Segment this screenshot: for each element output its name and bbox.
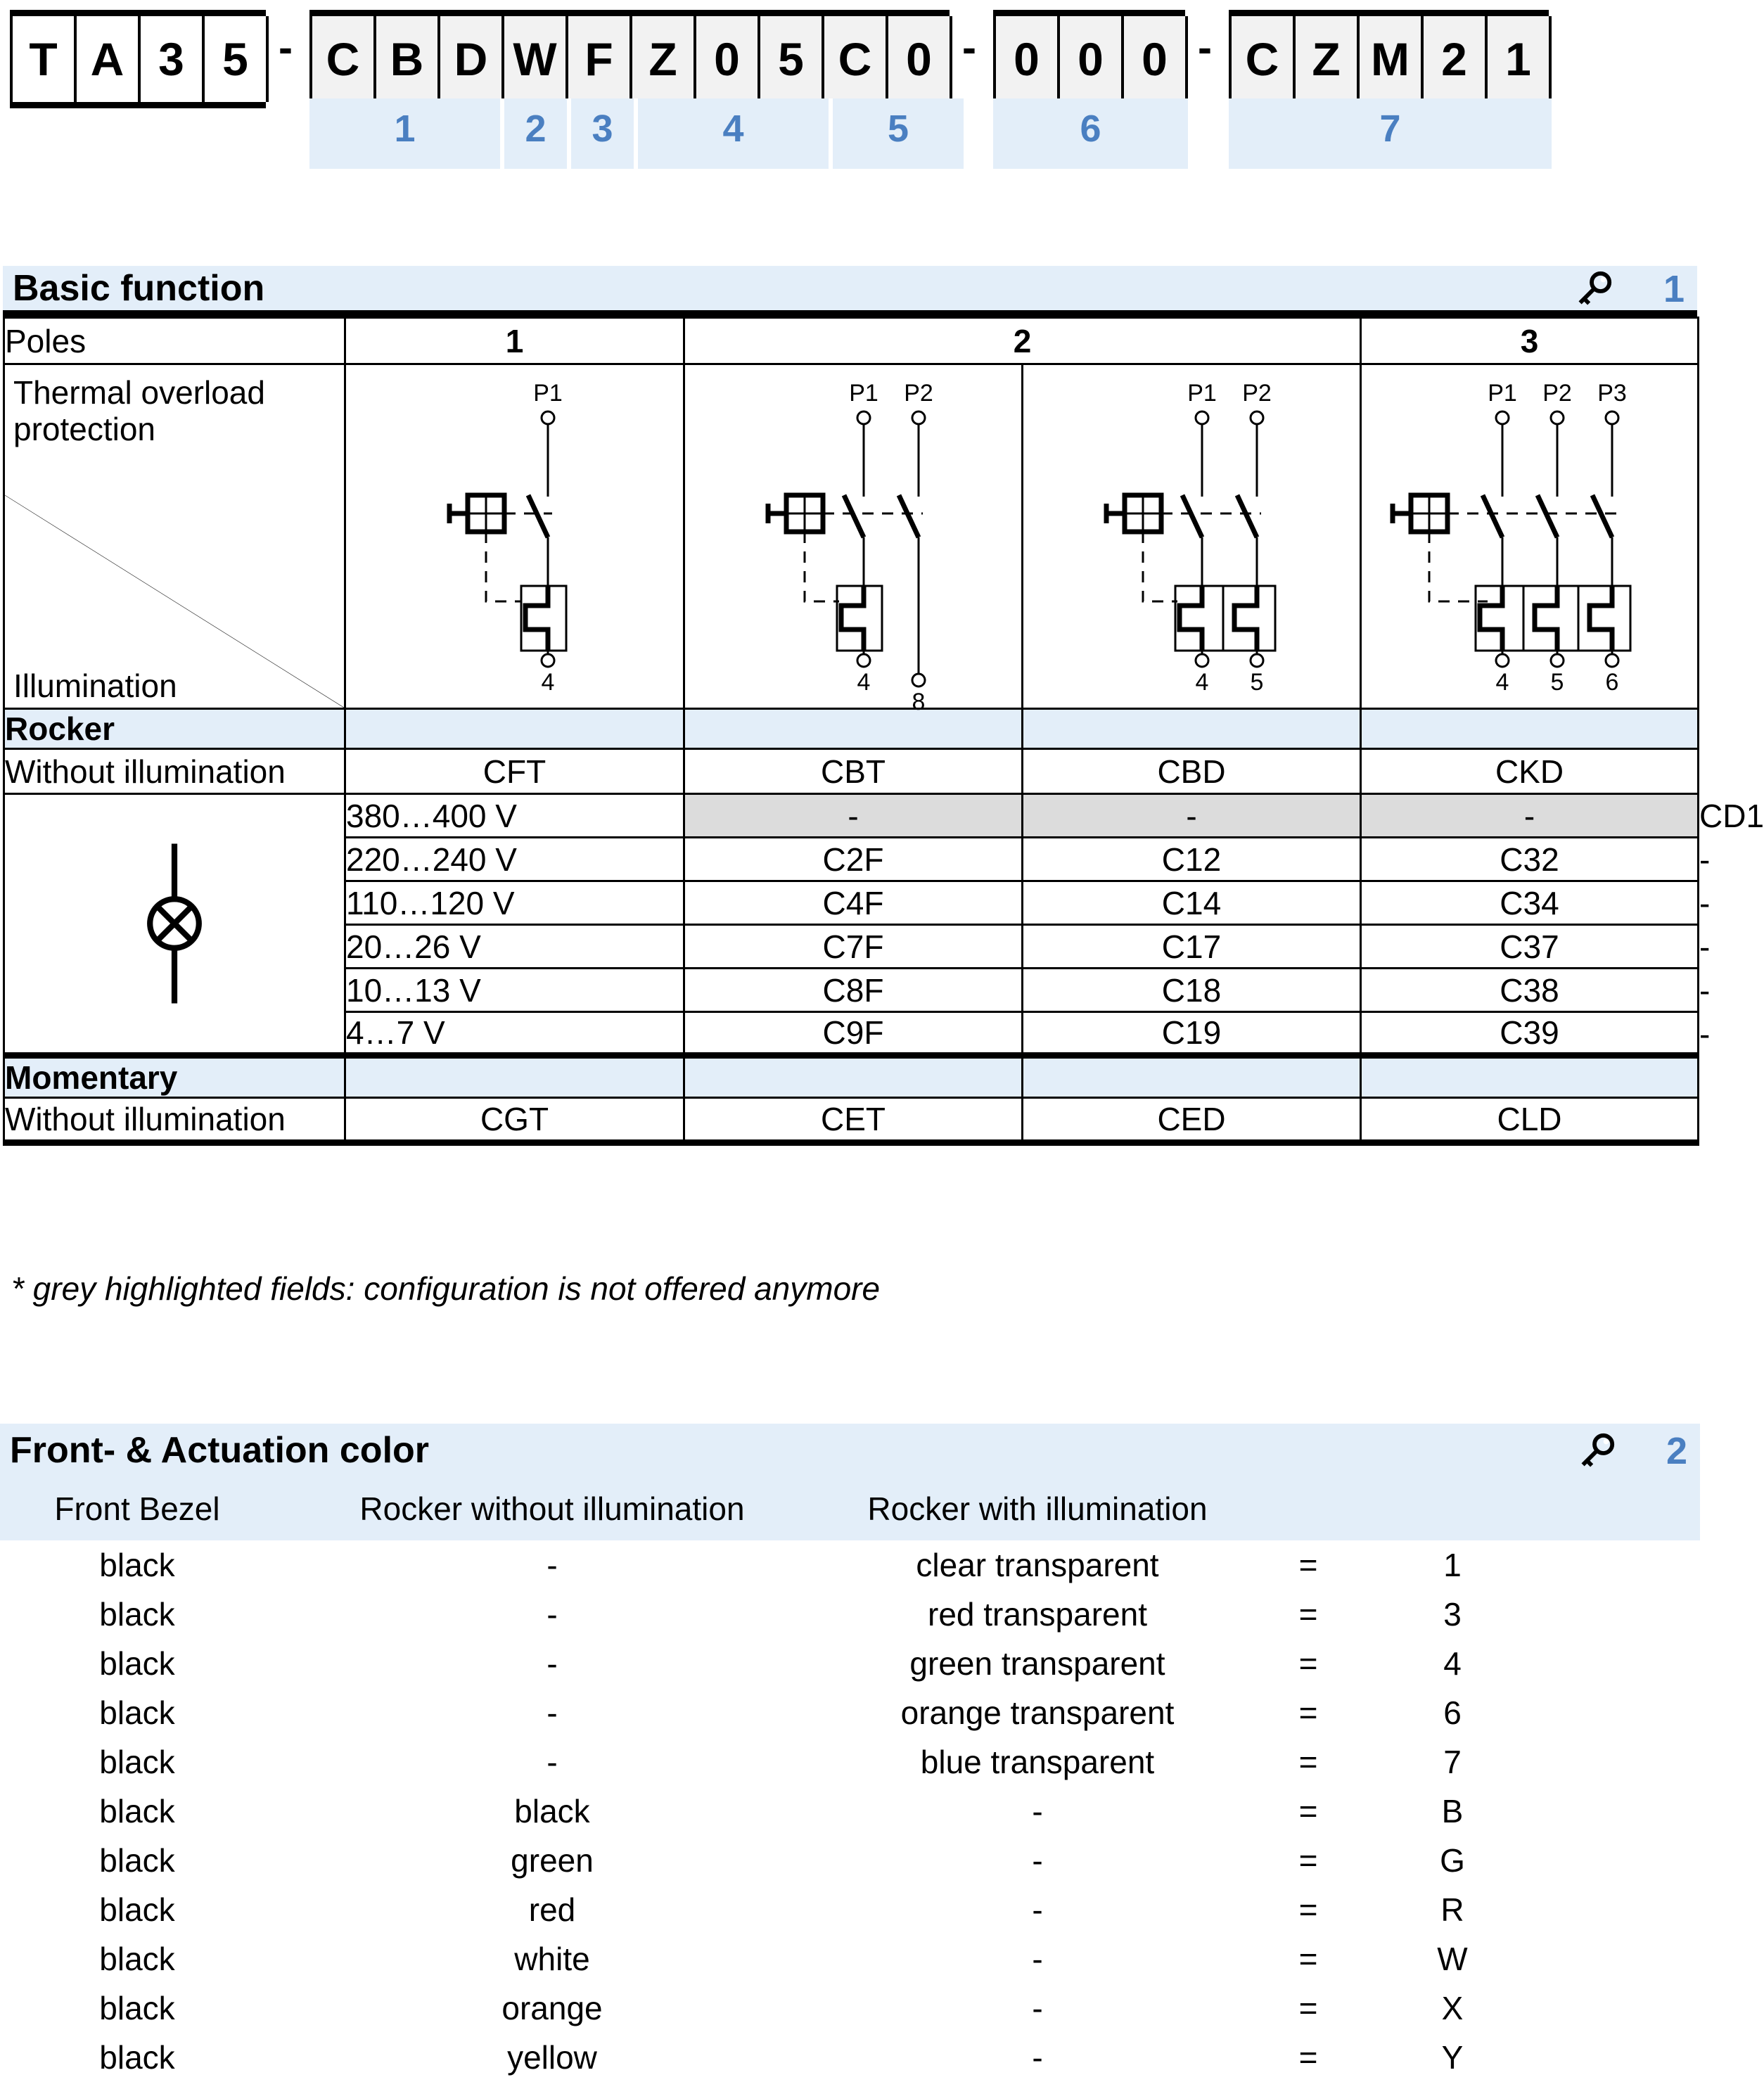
rocker-with-illumination-value: green transparent xyxy=(909,1645,1165,1682)
rocker-heading-filler xyxy=(1361,709,1699,749)
rocker-without-illumination-value: red xyxy=(528,1891,576,1928)
column-header-rocker-with-illumination: Rocker with illumination xyxy=(867,1490,1208,1527)
color-code-value: X xyxy=(1441,1990,1464,2026)
momentary-heading-filler xyxy=(684,1056,1023,1098)
rocker-code-4: CKD xyxy=(1361,749,1699,794)
voltage-code-3: C39 xyxy=(1361,1012,1699,1056)
diagonal-divider xyxy=(5,365,344,708)
index-band-1: 1 xyxy=(309,98,504,169)
circuit-diagram-3 xyxy=(1023,364,1361,709)
code-cell: B xyxy=(373,16,440,102)
rocker-without-illumination-value: - xyxy=(547,1596,558,1633)
code-cell: W xyxy=(501,16,568,102)
rocker-without-illumination-value: - xyxy=(547,1547,558,1583)
poles-label: Poles xyxy=(4,318,345,364)
voltage-code-3: C34 xyxy=(1361,881,1699,925)
voltage-label: 10…13 V xyxy=(345,969,684,1012)
svg-text:P2: P2 xyxy=(1242,379,1272,407)
voltage-label: 20…26 V xyxy=(345,925,684,969)
momentary-heading-filler xyxy=(1361,1056,1699,1098)
color-code-value: 4 xyxy=(1443,1645,1462,1682)
front-bezel-value: black xyxy=(99,1645,175,1682)
voltage-code-2: C14 xyxy=(1023,881,1361,925)
svg-text:4: 4 xyxy=(1495,668,1509,696)
rocker-with-illumination-value: - xyxy=(1032,1891,1043,1928)
rocker-heading-filler xyxy=(684,709,1023,749)
equals-sign: = xyxy=(1298,1547,1318,1583)
front-bezel-value: black xyxy=(99,1596,175,1633)
equals-sign: = xyxy=(1298,1596,1318,1633)
code-cell: Z xyxy=(629,16,696,102)
voltage-code-1: C9F xyxy=(684,1012,1023,1056)
section1-key-number: 1 xyxy=(1663,268,1685,310)
equals-sign: = xyxy=(1298,1941,1318,1977)
color-code-value: 7 xyxy=(1443,1744,1462,1780)
diagram-row xyxy=(4,364,1699,709)
rocker-with-illumination-value: blue transparent xyxy=(920,1744,1155,1780)
front-bezel-value: black xyxy=(99,1547,175,1583)
index-band-2: 2 xyxy=(504,98,571,169)
rocker-with-illumination-value: - xyxy=(1032,1842,1043,1879)
color-option-row xyxy=(0,1688,1700,1737)
svg-text:5: 5 xyxy=(1250,668,1264,696)
rocker-with-illumination-value: orange transparent xyxy=(900,1694,1175,1731)
momentary-code-1: CGT xyxy=(345,1098,684,1143)
illumination-label: Illumination xyxy=(13,668,177,704)
front-bezel-value: black xyxy=(99,1990,175,2026)
momentary-without-illumination-row xyxy=(4,1098,1699,1143)
lamp-icon-cell xyxy=(4,794,345,1056)
diagram-row-label-cell xyxy=(4,364,345,709)
section2-key-number: 2 xyxy=(1666,1430,1687,1472)
rocker-without-illumination-value: green xyxy=(511,1842,594,1879)
voltage-code-3: C32 xyxy=(1361,838,1699,881)
rocker-with-illumination-value: - xyxy=(1032,2039,1043,2076)
rocker-without-illumination-value: yellow xyxy=(507,2039,597,2076)
part-number-group xyxy=(1229,10,1549,108)
index-band-row xyxy=(1229,98,1552,169)
rocker-with-illumination-value: red transparent xyxy=(928,1596,1147,1633)
poles-value-3: 3 xyxy=(1361,318,1699,364)
svg-text:4: 4 xyxy=(541,668,554,696)
front-bezel-value: black xyxy=(99,2039,175,2076)
svg-text:P1: P1 xyxy=(849,379,878,407)
section2-header xyxy=(0,1424,1700,1540)
code-separator: - xyxy=(279,24,293,71)
code-cell: C xyxy=(822,16,888,102)
color-code-value: G xyxy=(1440,1842,1465,1879)
color-code-value: 1 xyxy=(1443,1547,1462,1583)
code-cell: 1 xyxy=(1485,16,1552,102)
voltage-code-1: C2F xyxy=(684,838,1023,881)
circuit-diagram-2 xyxy=(684,364,1023,715)
code-cell: C xyxy=(309,16,376,102)
svg-text:P2: P2 xyxy=(904,379,933,407)
code-cell: 5 xyxy=(202,16,269,102)
momentary-heading: Momentary xyxy=(4,1056,345,1098)
color-code-value: R xyxy=(1440,1891,1464,1928)
index-band-row xyxy=(309,98,964,169)
section2-title: Front- & Actuation color xyxy=(10,1430,430,1471)
equals-sign: = xyxy=(1298,1744,1318,1780)
svg-text:P1: P1 xyxy=(1487,379,1517,407)
section2-column-headers xyxy=(0,1484,1700,1533)
section-front-actuation-color xyxy=(0,1424,1700,2082)
color-option-row xyxy=(0,1934,1700,1984)
voltage-row: 4…7 V C9F C19 C39 - xyxy=(4,1012,1699,1056)
rocker-heading: Rocker xyxy=(4,709,345,749)
code-cell: C xyxy=(1229,16,1296,102)
lamp-icon xyxy=(136,840,213,1007)
poles-value-2: 2 xyxy=(684,318,1361,364)
poles-row xyxy=(4,318,1699,364)
color-code-value: B xyxy=(1441,1793,1464,1829)
part-number-group xyxy=(993,10,1185,108)
front-bezel-value: black xyxy=(99,1891,175,1928)
code-cell: 2 xyxy=(1421,16,1488,102)
svg-text:P1: P1 xyxy=(1187,379,1217,407)
section1-header xyxy=(3,266,1697,317)
voltage-row: 110…120 V C4F C14 C34 - xyxy=(4,881,1699,925)
index-band-6: 6 xyxy=(993,98,1188,169)
key-icon xyxy=(1571,269,1614,312)
svg-text:4: 4 xyxy=(1195,668,1209,696)
index-band-row xyxy=(993,98,1188,169)
voltage-row: 20…26 V C7F C17 C37 - xyxy=(4,925,1699,969)
code-separator: - xyxy=(962,24,976,71)
color-option-row xyxy=(0,2033,1700,2082)
code-cell: M xyxy=(1357,16,1424,102)
section1-title: Basic function xyxy=(13,267,265,309)
part-number-prefix xyxy=(10,10,266,108)
rocker-with-illumination-value: - xyxy=(1032,1941,1043,1977)
rocker-without-illumination-value: - xyxy=(547,1645,558,1682)
rocker-code-1: CFT xyxy=(345,749,684,794)
voltage-label: 220…240 V xyxy=(345,838,684,881)
equals-sign: = xyxy=(1298,1645,1318,1682)
part-number-group xyxy=(309,10,950,108)
voltage-row: 10…13 V C8F C18 C38 - xyxy=(4,969,1699,1012)
rocker-with-illumination-value: clear transparent xyxy=(916,1547,1159,1583)
front-bezel-value: black xyxy=(99,1842,175,1879)
code-cell: A xyxy=(74,16,141,102)
equals-sign: = xyxy=(1298,1891,1318,1928)
equals-sign: = xyxy=(1298,2039,1318,2076)
rocker-section-header xyxy=(4,709,1699,749)
equals-sign: = xyxy=(1298,1842,1318,1879)
index-band-4: 4 xyxy=(638,98,833,169)
color-option-row xyxy=(0,1590,1700,1639)
svg-text:4: 4 xyxy=(857,668,871,696)
rocker-without-illumination-value: black xyxy=(514,1793,590,1829)
basic-function-table xyxy=(3,317,1764,1146)
voltage-code-1: C4F xyxy=(684,881,1023,925)
voltage-code-1: C7F xyxy=(684,925,1023,969)
color-option-row xyxy=(0,1836,1700,1885)
circuit-diagram-4 xyxy=(1361,364,1699,709)
code-cell: Z xyxy=(1293,16,1360,102)
voltage-code-2: C12 xyxy=(1023,838,1361,881)
color-option-row xyxy=(0,1737,1700,1787)
color-code-value: 6 xyxy=(1443,1694,1462,1731)
rocker-without-illumination-value: white xyxy=(514,1941,590,1977)
voltage-code-1: C8F xyxy=(684,969,1023,1012)
code-cell: F xyxy=(565,16,632,102)
voltage-code-2: - xyxy=(1023,794,1361,838)
voltage-code-3: C38 xyxy=(1361,969,1699,1012)
svg-text:5: 5 xyxy=(1550,668,1564,696)
footnote: * grey highlighted fields: configuration is not offered anymore xyxy=(11,1270,881,1307)
voltage-code-3: - xyxy=(1361,794,1699,838)
momentary-code-4: CLD xyxy=(1361,1098,1699,1143)
color-code-value: W xyxy=(1437,1941,1468,1977)
without-illumination-label: Without illumination xyxy=(4,749,345,794)
color-option-list xyxy=(0,1540,1700,2082)
voltage-row: 380…400 V - - - CD1 xyxy=(4,794,1699,838)
color-code-value: 3 xyxy=(1443,1596,1462,1633)
svg-text:P1: P1 xyxy=(532,379,563,407)
rocker-without-illumination-value: orange xyxy=(501,1990,603,2026)
index-band-5: 5 xyxy=(833,98,964,169)
code-cell: 0 xyxy=(993,16,1060,102)
voltage-code-2: C18 xyxy=(1023,969,1361,1012)
momentary-code-3: CED xyxy=(1023,1098,1361,1143)
color-option-row xyxy=(0,1787,1700,1836)
voltage-code-2: C19 xyxy=(1023,1012,1361,1056)
equals-sign: = xyxy=(1298,1694,1318,1731)
equals-sign: = xyxy=(1298,1793,1318,1829)
column-header-front-bezel: Front Bezel xyxy=(54,1490,220,1527)
rocker-with-illumination-value: - xyxy=(1032,1990,1043,2026)
svg-text:P2: P2 xyxy=(1542,379,1572,407)
momentary-heading-filler xyxy=(345,1056,684,1098)
voltage-code-3: C37 xyxy=(1361,925,1699,969)
code-cell: T xyxy=(10,16,77,102)
voltage-code-1: - xyxy=(684,794,1023,838)
code-cell: 5 xyxy=(758,16,824,102)
part-number-code-strip xyxy=(0,0,1700,176)
momentary-code-2: CET xyxy=(684,1098,1023,1143)
svg-text:P3: P3 xyxy=(1597,379,1627,407)
svg-text:8: 8 xyxy=(912,688,926,715)
voltage-code-2: C17 xyxy=(1023,925,1361,969)
svg-text:6: 6 xyxy=(1605,668,1618,696)
front-bezel-value: black xyxy=(99,1694,175,1731)
color-code-value: Y xyxy=(1441,2039,1464,2076)
code-separator: - xyxy=(1198,24,1212,71)
rocker-without-illumination-value: - xyxy=(547,1744,558,1780)
voltage-label: 110…120 V xyxy=(345,881,684,925)
front-bezel-value: black xyxy=(99,1744,175,1780)
code-cell: 0 xyxy=(1057,16,1124,102)
code-cell: D xyxy=(437,16,504,102)
momentary-section-header xyxy=(4,1056,1699,1098)
index-band-3: 3 xyxy=(571,98,638,169)
rocker-heading-filler xyxy=(1023,709,1361,749)
rocker-heading-filler xyxy=(345,709,684,749)
code-cell: 0 xyxy=(694,16,760,102)
color-option-row xyxy=(0,1540,1700,1590)
rocker-without-illumination-value: - xyxy=(547,1694,558,1731)
code-cell: 0 xyxy=(1121,16,1188,102)
rocker-code-3: CBD xyxy=(1023,749,1361,794)
momentary-without-illumination-label: Without illumination xyxy=(4,1098,345,1143)
key-icon xyxy=(1573,1431,1617,1474)
rocker-with-illumination-value: - xyxy=(1032,1793,1043,1829)
voltage-row: 220…240 V C2F C12 C32 - xyxy=(4,838,1699,881)
rocker-code-2: CBT xyxy=(684,749,1023,794)
color-option-row xyxy=(0,1885,1700,1934)
equals-sign: = xyxy=(1298,1990,1318,2026)
section-basic-function xyxy=(3,266,1764,1146)
rocker-without-illumination-row xyxy=(4,749,1699,794)
color-option-row xyxy=(0,1984,1700,2033)
momentary-heading-filler xyxy=(1023,1056,1361,1098)
circuit-diagram-1 xyxy=(345,364,684,709)
voltage-label: 4…7 V xyxy=(345,1012,684,1056)
code-cell: 3 xyxy=(138,16,205,102)
poles-value-1: 1 xyxy=(345,318,684,364)
index-band-7: 7 xyxy=(1229,98,1552,169)
column-header-rocker-without-illumination: Rocker without illumination xyxy=(359,1490,745,1527)
color-option-row xyxy=(0,1639,1700,1688)
front-bezel-value: black xyxy=(99,1793,175,1829)
code-cell: 0 xyxy=(886,16,952,102)
voltage-label: 380…400 V xyxy=(345,794,684,838)
thermal-overload-label: Thermal overload protection xyxy=(13,374,265,447)
front-bezel-value: black xyxy=(99,1941,175,1977)
